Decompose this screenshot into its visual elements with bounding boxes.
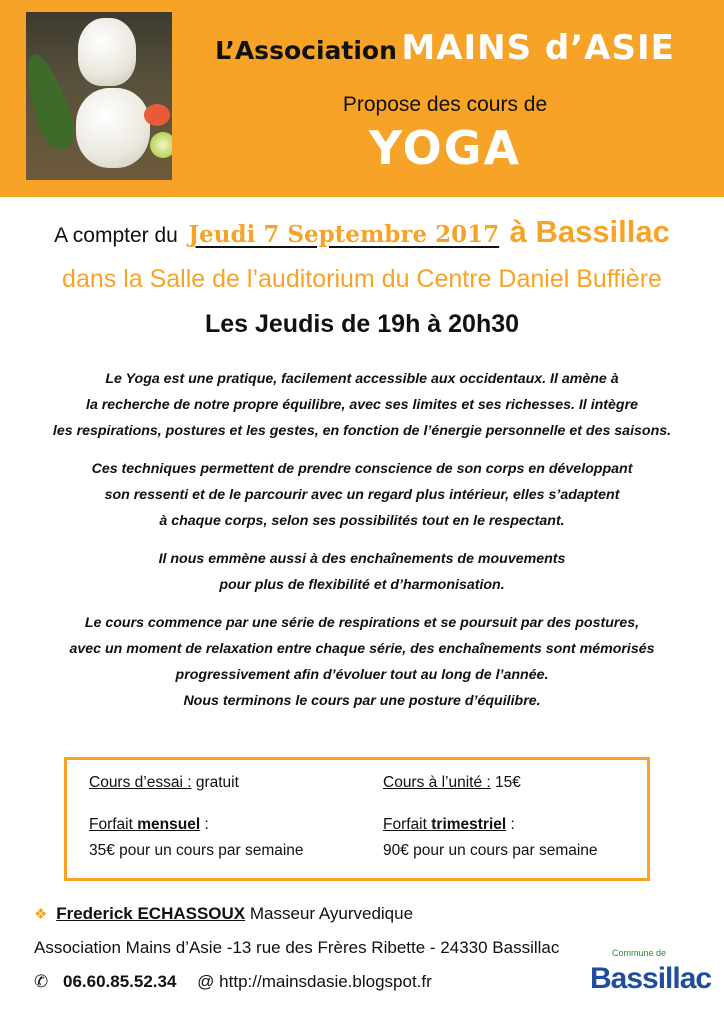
trial-label: Cours d’essai : <box>89 774 192 791</box>
compress-ball-bottom <box>76 88 150 168</box>
leaf-shape <box>26 49 81 155</box>
lime-shape <box>150 132 172 158</box>
header-banner <box>0 0 724 197</box>
course-title: YOGA <box>368 121 522 175</box>
monthly-label <box>89 816 209 834</box>
paragraph-2 <box>0 456 724 534</box>
paragraph-line: à chaque corps, selon ses possibilités tout en le respectant. <box>159 513 565 529</box>
logo-name: Bassillac <box>590 962 712 995</box>
quarterly-label-c: : <box>510 816 515 833</box>
paragraph-line: la recherche de notre propre équilibre, avec ses limites et ses richesses. Il intègre <box>86 397 638 413</box>
paragraph-line: pour plus de flexibilité et d’harmonisation. <box>219 577 505 593</box>
paragraph-3 <box>0 546 724 598</box>
quarterly-value: 90€ pour un cours par semaine <box>383 842 598 859</box>
address: Association Mains d’Asie -13 rue des Frères Ribette - 24330 Bassillac <box>34 938 560 957</box>
title-prefix: L’Association <box>215 36 397 65</box>
unit-price <box>383 774 521 792</box>
phone-number: 06.60.85.52.34 <box>62 972 177 991</box>
quarterly-label-b: trimestriel <box>431 816 507 833</box>
start-date-line <box>0 214 724 250</box>
unit-label: Cours à l’unité : <box>383 774 491 791</box>
paragraph-line: Ces techniques permettent de prendre conscience de son corps en développant <box>91 461 633 477</box>
monthly-value: 35€ pour un cours par semaine <box>89 842 304 859</box>
contact-person <box>34 904 413 924</box>
paragraph-line: Nous terminons le cours par une posture d’équilibre. <box>183 693 541 709</box>
paragraph-line: progressivement afin d’évoluer tout au long de l’année. <box>175 667 549 683</box>
association-title <box>180 28 710 68</box>
herbal-compress-photo <box>26 12 172 180</box>
subtitle: Propose des cours de <box>342 93 548 116</box>
paragraph-4 <box>0 610 724 714</box>
monthly-label-b: mensuel <box>137 816 201 833</box>
contact-name: Frederick ECHASSOUX <box>56 904 246 923</box>
compress-ball-top <box>78 18 136 86</box>
description <box>0 366 724 726</box>
flower-shape <box>144 104 170 126</box>
paragraph-1 <box>0 366 724 444</box>
contact-line <box>34 972 432 992</box>
paragraph-line: Le Yoga est une pratique, facilement accessible aux occidentaux. Il amène à <box>105 371 619 387</box>
trial-value: gratuit <box>195 774 239 791</box>
place: à Bassillac <box>509 214 670 249</box>
diamond-bullet-icon: ❖ <box>34 906 48 923</box>
quarterly-label <box>383 816 515 834</box>
pricing-box <box>64 757 650 881</box>
quarterly-label-a: Forfait <box>383 816 427 833</box>
date-prefix: A compter du <box>54 224 178 247</box>
paragraph-line: avec un moment de relaxation entre chaque série, des enchaînements sont mémorisés <box>69 641 655 657</box>
phone-icon: ✆ <box>34 972 49 991</box>
monthly-label-a: Forfait <box>89 816 133 833</box>
monthly-label-c: : <box>204 816 209 833</box>
trial-price <box>89 774 239 792</box>
venue: dans la Salle de l’auditorium du Centre Daniel Buffière <box>62 265 662 293</box>
schedule: Les Jeudis de 19h à 20h30 <box>204 310 520 338</box>
paragraph-line: Il nous emmène aussi à des enchaînements de mouvements <box>158 551 566 567</box>
association-name: MAINS d’ASIE <box>401 28 675 68</box>
paragraph-line: son ressenti et de le parcourir avec un regard plus intérieur, elles s’adaptent <box>104 487 620 503</box>
logo-small-text: Commune de <box>612 948 667 958</box>
website-prefix: @ <box>197 972 215 991</box>
unit-value: 15€ <box>495 774 521 791</box>
contact-role: Masseur Ayurvedique <box>249 904 414 923</box>
website-link[interactable]: http://mainsdasie.blogspot.fr <box>219 972 432 991</box>
paragraph-line: Le cours commence par une série de respirations et se poursuit par des postures, <box>84 615 640 631</box>
start-date: Jeudi 7 Septembre 2017 <box>188 221 500 248</box>
paragraph-line: les respirations, postures et les gestes, en fonction de l’énergie personnelle et des saisons. <box>52 423 672 439</box>
commune-logo <box>590 940 712 1010</box>
